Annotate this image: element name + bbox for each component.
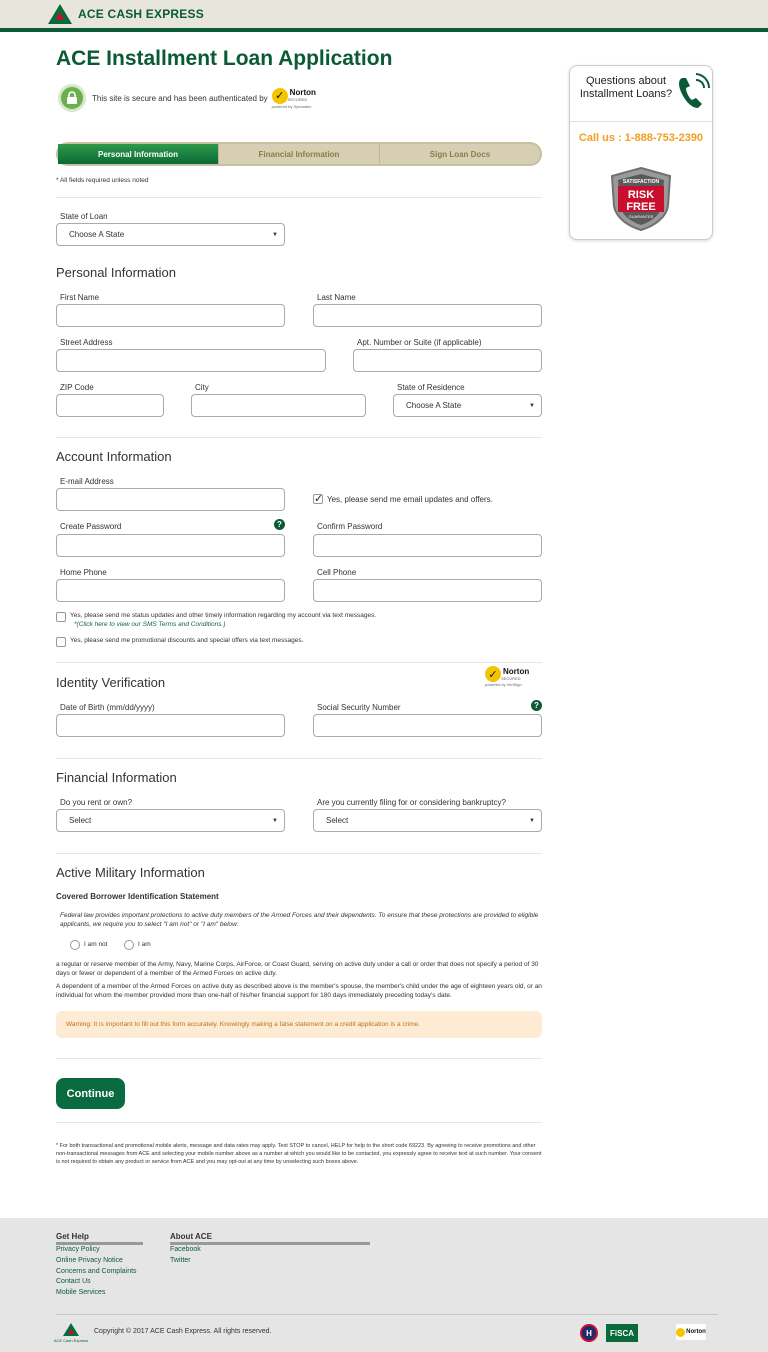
state-residence-select[interactable]: Choose A State ▼ — [393, 394, 542, 417]
radio-i-am[interactable] — [124, 940, 134, 950]
sms-promo-checkbox[interactable] — [56, 637, 66, 647]
city-label: City — [195, 383, 209, 392]
footer-about-heading: About ACE — [170, 1232, 212, 1241]
sms-status-checkbox[interactable] — [56, 612, 66, 622]
sms-status-label: Yes, please send me status updates and other timely information regarding my account via text messages. — [70, 612, 377, 619]
help-icon[interactable]: ? — [531, 700, 542, 711]
divider — [56, 758, 542, 759]
copyright: Copyright © 2017 ACE Cash Express. All rights reserved. — [94, 1328, 272, 1335]
financial-heading: Financial Information — [56, 770, 177, 785]
home-phone-input[interactable] — [56, 579, 285, 602]
apt-input[interactable] — [353, 349, 542, 372]
state-of-loan-label: State of Loan — [60, 212, 108, 221]
lock-icon — [58, 84, 86, 112]
footer-divider — [56, 1314, 718, 1315]
divider — [56, 853, 542, 854]
svg-text:FREE: FREE — [626, 201, 656, 213]
chevron-down-icon: ▼ — [272, 232, 278, 238]
questions-card — [569, 65, 713, 240]
norton-footer-badge: Norton — [676, 1324, 706, 1340]
ssn-input[interactable] — [313, 714, 542, 737]
divider — [56, 437, 542, 438]
bankruptcy-select[interactable]: Select ▼ — [313, 809, 542, 832]
chevron-down-icon: ▼ — [529, 818, 535, 824]
identity-heading: Identity Verification — [56, 675, 166, 690]
divider — [56, 1058, 542, 1059]
step-personal-information: Personal Information — [58, 144, 218, 164]
norton-check-icon — [676, 1328, 685, 1337]
apt-label: Apt. Number or Suite (if applicable) — [357, 338, 482, 347]
zip-input[interactable] — [56, 394, 164, 417]
state-of-loan-select[interactable]: Choose A State ▼ — [56, 223, 285, 246]
last-name-label: Last Name — [317, 293, 356, 302]
help-icon[interactable]: ? — [274, 519, 285, 530]
warning-text: It is important to fill out this form accurately. Knowingly making a false statement on a credit application is a crime. — [93, 1021, 421, 1028]
bankruptcy-label: Are you currently filing for or considering bankruptcy? — [317, 798, 506, 807]
svg-text:RISK: RISK — [627, 189, 655, 201]
last-name-input[interactable] — [313, 304, 542, 327]
svg-text:ACE Cash Express: ACE Cash Express — [53, 1338, 89, 1343]
required-note: * All fields required unless noted — [56, 177, 149, 184]
radio-i-am-not-label: I am not — [84, 941, 108, 948]
footer-line — [56, 1242, 143, 1245]
warning-box — [56, 1011, 542, 1038]
street-address-input[interactable] — [56, 349, 326, 372]
svg-text:GUARANTEE: GUARANTEE — [628, 214, 654, 219]
chevron-down-icon: ▼ — [529, 403, 535, 409]
military-subheading: Covered Borrower Identification Statement — [56, 892, 219, 901]
military-intro: Federal law provides important protections to active duty members of the Armed Forces and their dependents. To ensure that these protections are provided to eligible applicants, we require you to select "I am not" or "I am" below: — [60, 912, 539, 929]
svg-text:SATISFACTION: SATISFACTION — [622, 179, 660, 185]
h-badge-icon: H — [580, 1324, 598, 1342]
divider — [56, 197, 542, 198]
warning-label: Warning: — [66, 1021, 92, 1028]
email-label: E-mail Address — [60, 477, 114, 486]
account-heading: Account Information — [56, 449, 172, 464]
email-optin-checkbox[interactable] — [313, 494, 323, 504]
create-password-input[interactable] — [56, 534, 285, 557]
military-heading: Active Military Information — [56, 865, 205, 880]
confirm-password-input[interactable] — [313, 534, 542, 557]
questions-text: Questions about Installment Loans? — [579, 75, 673, 101]
zip-label: ZIP Code — [60, 383, 94, 392]
home-phone-label: Home Phone — [60, 568, 107, 577]
divider — [56, 662, 542, 663]
footer-link-facebook[interactable]: Facebook — [170, 1246, 201, 1253]
chevron-down-icon: ▼ — [272, 818, 278, 824]
email-input[interactable] — [56, 488, 285, 511]
norton-secured-badge[interactable]: ✓ Norton SECURED powered by VeriSign — [485, 666, 530, 687]
personal-heading: Personal Information — [56, 265, 176, 280]
street-address-label: Street Address — [60, 338, 113, 347]
footer-link-twitter[interactable]: Twitter — [170, 1257, 191, 1264]
header-stripe — [0, 28, 768, 32]
footer-link-online-privacy[interactable]: Online Privacy Notice — [56, 1257, 123, 1264]
divider — [570, 121, 712, 122]
create-password-label: Create Password — [60, 522, 122, 531]
page-title: ACE Installment Loan Application — [56, 47, 393, 70]
dob-input[interactable] — [56, 714, 285, 737]
cell-phone-label: Cell Phone — [317, 568, 357, 577]
footer-link-contact-us[interactable]: Contact Us — [56, 1278, 91, 1285]
call-us-phone[interactable]: Call us : 1-888-753-2390 — [578, 132, 704, 144]
radio-i-am-not[interactable] — [70, 940, 80, 950]
ssn-label: Social Security Number — [317, 703, 401, 712]
military-definition-2: A dependent of a member of the Armed Forces on active duty as described above is the member's spouse, the member's child under the age of eighteen years old, or an individual for whom the member provided more than one-half of his/her financial support for 180 days immediately preceding today's date. — [56, 983, 542, 1000]
ace-logo-icon — [48, 4, 72, 24]
progress-steps — [56, 142, 542, 166]
footer-link-concerns[interactable]: Concerns and Complaints — [56, 1268, 137, 1275]
footer-link-privacy-policy[interactable]: Privacy Policy — [56, 1246, 100, 1253]
fisca-badge: FiSCA — [606, 1324, 638, 1342]
confirm-password-label: Confirm Password — [317, 522, 383, 531]
radio-i-am-label: I am — [138, 941, 151, 948]
continue-button[interactable]: Continue — [56, 1078, 125, 1109]
cell-phone-input[interactable] — [313, 579, 542, 602]
step-sign-loan-docs: Sign Loan Docs — [379, 144, 540, 164]
rent-own-label: Do you rent or own? — [60, 798, 133, 807]
norton-check-icon: ✓ — [485, 666, 501, 682]
risk-free-shield-icon — [608, 166, 674, 232]
divider — [56, 1122, 542, 1123]
phone-icon — [674, 72, 710, 112]
secure-text: This site is secure and has been authenticated by — [92, 93, 268, 103]
footer-line — [170, 1242, 370, 1245]
ace-logo[interactable] — [48, 3, 204, 25]
dob-label: Date of Birth (mm/dd/yyyy) — [60, 703, 155, 712]
footer-ace-logo — [53, 1322, 89, 1344]
norton-secured-badge[interactable]: ✓ Norton SECURED powered by Symantec — [271, 88, 316, 109]
state-residence-label: State of Residence — [397, 383, 465, 392]
footer — [0, 1218, 768, 1352]
secure-notice — [58, 84, 316, 112]
top-header — [0, 0, 768, 28]
first-name-label: First Name — [60, 293, 100, 302]
footer-link-mobile-services[interactable]: Mobile Services — [56, 1289, 106, 1296]
first-name-input[interactable] — [56, 304, 285, 327]
city-input[interactable] — [191, 394, 366, 417]
email-optin-label: Yes, please send me email updates and offers. — [327, 495, 493, 504]
rent-own-select[interactable]: Select ▼ — [56, 809, 285, 832]
brand-name: ACE CASH EXPRESS — [78, 7, 204, 21]
sms-terms-link[interactable]: *(Click here to view our SMS Terms and Conditions.) — [74, 621, 226, 628]
footer-help-heading: Get Help — [56, 1232, 89, 1241]
step-financial-information: Financial Information — [218, 144, 379, 164]
sms-disclaimer: * For both transactional and promotional mobile alerts, message and data rates may apply. Text STOP to cancel, HELP for help to the short code 69223. By agreeing to receive promotions and other non-transactional messages from ACE and selecting your mobile number above as a number at which you would like to be contacted, you expressly agree to receive text at such number. Your consent is not required to obtain any product or service from ACE and you may opt-out at any time by unselecting such boxes above. — [56, 1143, 542, 1165]
norton-check-icon: ✓ — [272, 88, 288, 104]
sms-promo-label: Yes, please send me promotional discounts and special offers via text messages. — [70, 637, 304, 644]
military-definition-1: a regular or reserve member of the Army, Navy, Marine Corps, AirForce, or Coast Guard, serving on active duty under a call or order that does not specify a period of 30 days or fewer or dependent of a member of the Armed Forces on active duty. — [56, 961, 539, 978]
